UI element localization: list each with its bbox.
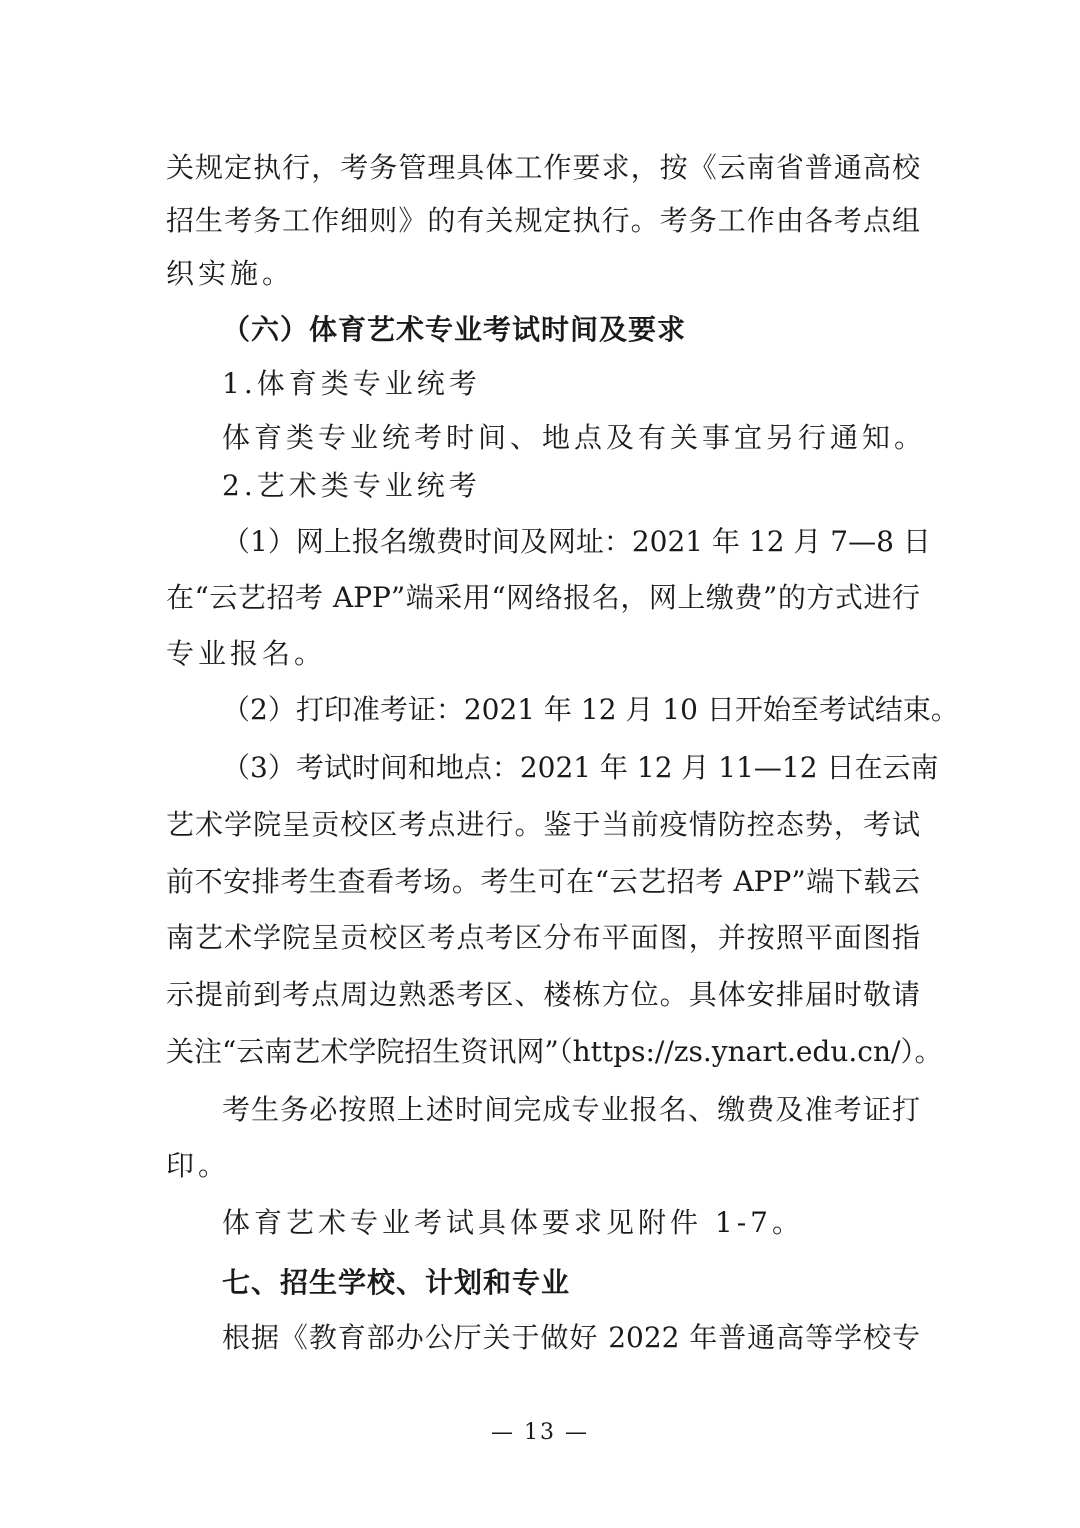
text-line: 织实施。 xyxy=(166,257,295,290)
chapter-heading: 七、招生学校、计划和专业 xyxy=(222,1266,571,1299)
text-line: 示提前到考点周边熟悉考区、楼栋方位。具体安排届时敬请 xyxy=(166,978,920,1011)
text-line: 印。 xyxy=(166,1149,231,1182)
text-line: 艺术学院呈贡校区考点进行。鉴于当前疫情防控态势，考试 xyxy=(166,808,920,841)
subsection-heading: 2.艺术类专业统考 xyxy=(222,469,481,502)
text-line: （2）打印准考证：2021 年 12 月 10 日开始至考试结束。 xyxy=(222,693,959,726)
text-line: 在“云艺招考 APP”端采用“网络报名，网上缴费”的方式进行 xyxy=(166,581,920,614)
text-line: 关注“云南艺术学院招生资讯网”（https://zs.ynart.edu.cn/）。 xyxy=(166,1035,943,1068)
text-line: 招生考务工作细则》的有关规定执行。考务工作由各考点组 xyxy=(166,204,920,237)
subsection-heading: 1.体育类专业统考 xyxy=(222,367,481,400)
text-line: 体育类专业统考时间、地点及有关事宜另行通知。 xyxy=(222,421,927,454)
text-line: 专业报名。 xyxy=(166,637,327,670)
text-line: （1）网上报名缴费时间及网址：2021 年 12 月 7—8 日 xyxy=(222,525,931,558)
text-line: 考生务必按照上述时间完成专业报名、缴费及准考证打 xyxy=(222,1093,920,1126)
text-line: 前不安排考生查看考场。考生可在“云艺招考 APP”端下载云 xyxy=(166,865,920,898)
text-line: 南艺术学院呈贡校区考点考区分布平面图，并按照平面图指 xyxy=(166,921,920,954)
text-line: 根据《教育部办公厅关于做好 2022 年普通高等学校专 xyxy=(222,1321,920,1354)
text-line: （3）考试时间和地点：2021 年 12 月 11—12 日在云南 xyxy=(222,751,939,784)
text-line: 体育艺术专业考试具体要求见附件 1-7。 xyxy=(222,1206,804,1239)
section-heading: （六）体育艺术专业考试时间及要求 xyxy=(222,313,687,346)
page-number: — 13 — xyxy=(491,1420,589,1445)
text-line: 关规定执行，考务管理具体工作要求，按《云南省普通高校 xyxy=(166,151,920,184)
